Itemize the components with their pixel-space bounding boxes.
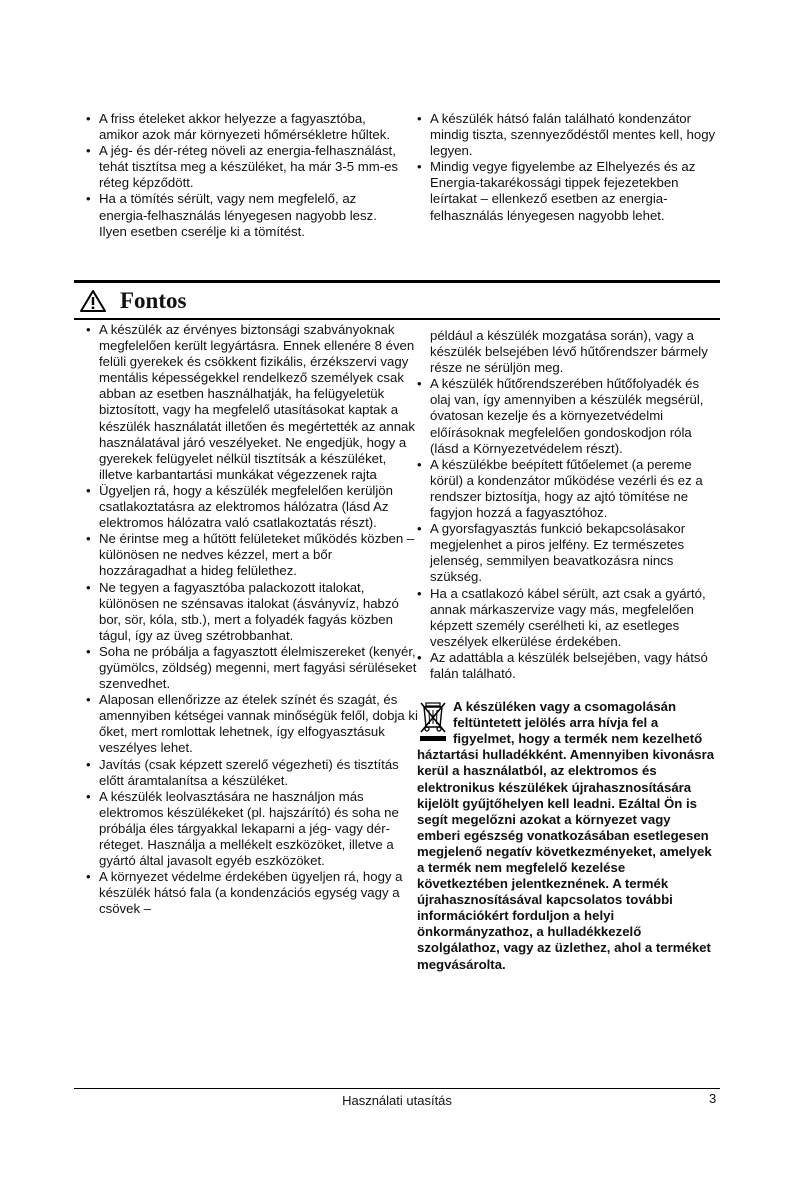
fontos-right-item-1: • A készülék hűtőrendszerében hűtőfolyadék és olaj van, így amennyiben a készülék megsérül, óvatosan kezelje és a környezetvédelmi előírásoknak megfelelően gondoskodjon róla (lásd a Környezetvédelem részt). [417,376,717,456]
section-heading [80,286,186,316]
fontos-left-item-5: • Soha ne próbálja a fagyasztott élelmiszereket (kenyér, gyümölcs, zöldség) megenni, mert fagyási sérüléseket szenvedhet. [86,644,418,692]
top-right-item-1: • A készülék hátsó falán található kondenzátor mindig tiszta, szennyeződéstől mentes kell, hogy legyen. [417,111,717,159]
fontos-right-column [417,328,717,973]
fontos-left-item-6: • Alaposan ellenőrizze az ételek színét és szagát, és amennyiben kétségei vannak minőségük felől, dobja ki őket, mert romlottak lehetnek, így elfogyasztásuk veszélyes lehet. [86,692,418,756]
top-left-column [86,111,404,240]
top-left-item-1: • A friss ételeket akkor helyezze a fagyasztóba, amikor azok már környezeti hőmérsékletre hűltek. [86,111,404,143]
section-bottom-rule [74,318,720,320]
fontos-left-item-3: • Ne érintse meg a hűtött felületeket működés közben – különösen ne nedves kézzel, mert a bőr hozzáragadhat a hideg felülethez. [86,531,418,579]
crossed-out-wheelie-bin-icon [417,699,449,743]
footer-title: Használati utasítás [342,1093,452,1108]
warning-triangle-icon [80,289,106,313]
top-left-item-3: • Ha a tömítés sérült, vagy nem megfelelő, az energia-felhasználás lényegesen nagyobb lesz. Ilyen esetben cserélje ki a tömítést. [86,191,404,239]
fontos-left-item-4: • Ne tegyen a fagyasztóba palackozott italokat, különösen ne szénsavas italokat (ásványvíz, habzó bor, sör, kóla, stb.), mert a folyadék fagyás közben tágul, így az üveg szétrobbanhat. [86,580,418,644]
fontos-right-item-4: • Ha a csatlakozó kábel sérült, azt csak a gyártó, annak márkaszervize vagy más, megfelelően képzett személy cserélheti ki, az esetleges veszélyek elkerülése érdekében. [417,586,717,650]
fontos-left-item-7: • Javítás (csak képzett szerelő végezheti) és tisztítás előtt áramtalanítsa a készüléket. [86,757,418,789]
footer-rule [74,1088,720,1089]
page-number: 3 [709,1091,717,1106]
fontos-left-item-2: • Ügyeljen rá, hogy a készülék megfelelően kerüljön csatlakoztatásra az elektromos hálózatra (lásd Az elektromos hálózatra való csatlakoztatás részt). [86,483,418,531]
top-right-column [417,111,717,224]
fontos-right-continuation: például a készülék mozgatása során), vagy a készülék belsejében lévő hűtőrendszer bármely része ne sérüljön meg. [430,328,708,376]
section-top-rule [74,280,720,283]
fontos-right-item-2: • A készülékbe beépített fűtőelemet (a pereme körül) a kondenzátor működése vezérli és ez a rendszer biztosítja, hogy az ajtó tömítése ne fagyjon hozzá a fagyasztóhoz. [417,457,717,521]
fontos-left-item-1: • A készülék az érvényes biztonsági szabványoknak megfelelően került legyártásra. Ennek ellenére 8 éven felüli gyerekek és csökkent fizikális, érzékszervi vagy mentális képességekkel rendelkező személyek csak abban az esetben használhatják, ha felügyeletük biztosított, vagy ha megfelelő utasításokat kaptak a készülék használatát illetően és megértették az annak használatával járó veszélyeket. Ne engedjük, hogy a gyerekek felügyelet nélkül tisztítsák a készüléket, illetve karbantartási munkákat végezzenek rajta [86,322,418,483]
fontos-left-column [86,322,418,917]
weee-notice-block [417,699,717,973]
fontos-left-item-9: • A környezet védelme érdekében ügyeljen rá, hogy a készülék hátsó fala (a kondenzációs egység vagy a csövek – [86,869,418,917]
fontos-left-item-8: • A készülék leolvasztására ne használjon más elektromos készülékeket (pl. hajszárító) és soha ne próbálja éles tárgyakkal lekaparni a jég- vagy dér-réteget. Használja a mellékelt eszközöket, illetve a gyártó által javasolt egyéb eszközöket. [86,789,418,869]
top-left-item-2: • A jég- és dér-réteg növeli az energia-felhasználást, tehát tisztítsa meg a készüléket, ha már 3-5 mm-es réteg képződött. [86,143,404,191]
fontos-right-item-3: • A gyorsfagyasztás funkció bekapcsolásakor megjelenhet a piros jelfény. Ez természetes jelenség, semmilyen beavatkozásra nincs szükség. [417,521,717,585]
section-title: Fontos [120,288,187,313]
weee-notice-text: A készüléken vagy a csomagolásán feltüntetett jelölés arra hívja fel a figyelmet, hogy a termék nem kezelhető háztartási hulladékként. Amennyiben kivonásra kerül a használatból, az elektromos és elektronikus készülékek újrahasznosítására kijelölt gyűjtőhelyen kell leadni. Ezáltal Ön is segít megelőzni azokat a környezet vagy emberi egészség vonatkozásában esetlegesen megjelenő negatív következményeket, amelyek a termék nem megfelelő kezelése következtében jelentkeznének. A termék újrahasznosításával kapcsolatos további információkért forduljon a helyi önkormányzathoz, a hulladékkezelő szolgálathoz, vagy az üzlethez, ahol a terméket megvásárolta. [417,699,715,972]
top-right-item-2: • Mindig vegye figyelembe az Elhelyezés és az Energia-takarékossági tippek fejezetekben leírtakat – ellenkező esetben az energia-felhasználás lényegesen nagyobb lehet. [417,159,717,223]
fontos-right-item-5: • Az adattábla a készülék belsejében, vagy hátsó falán található. [417,650,717,682]
